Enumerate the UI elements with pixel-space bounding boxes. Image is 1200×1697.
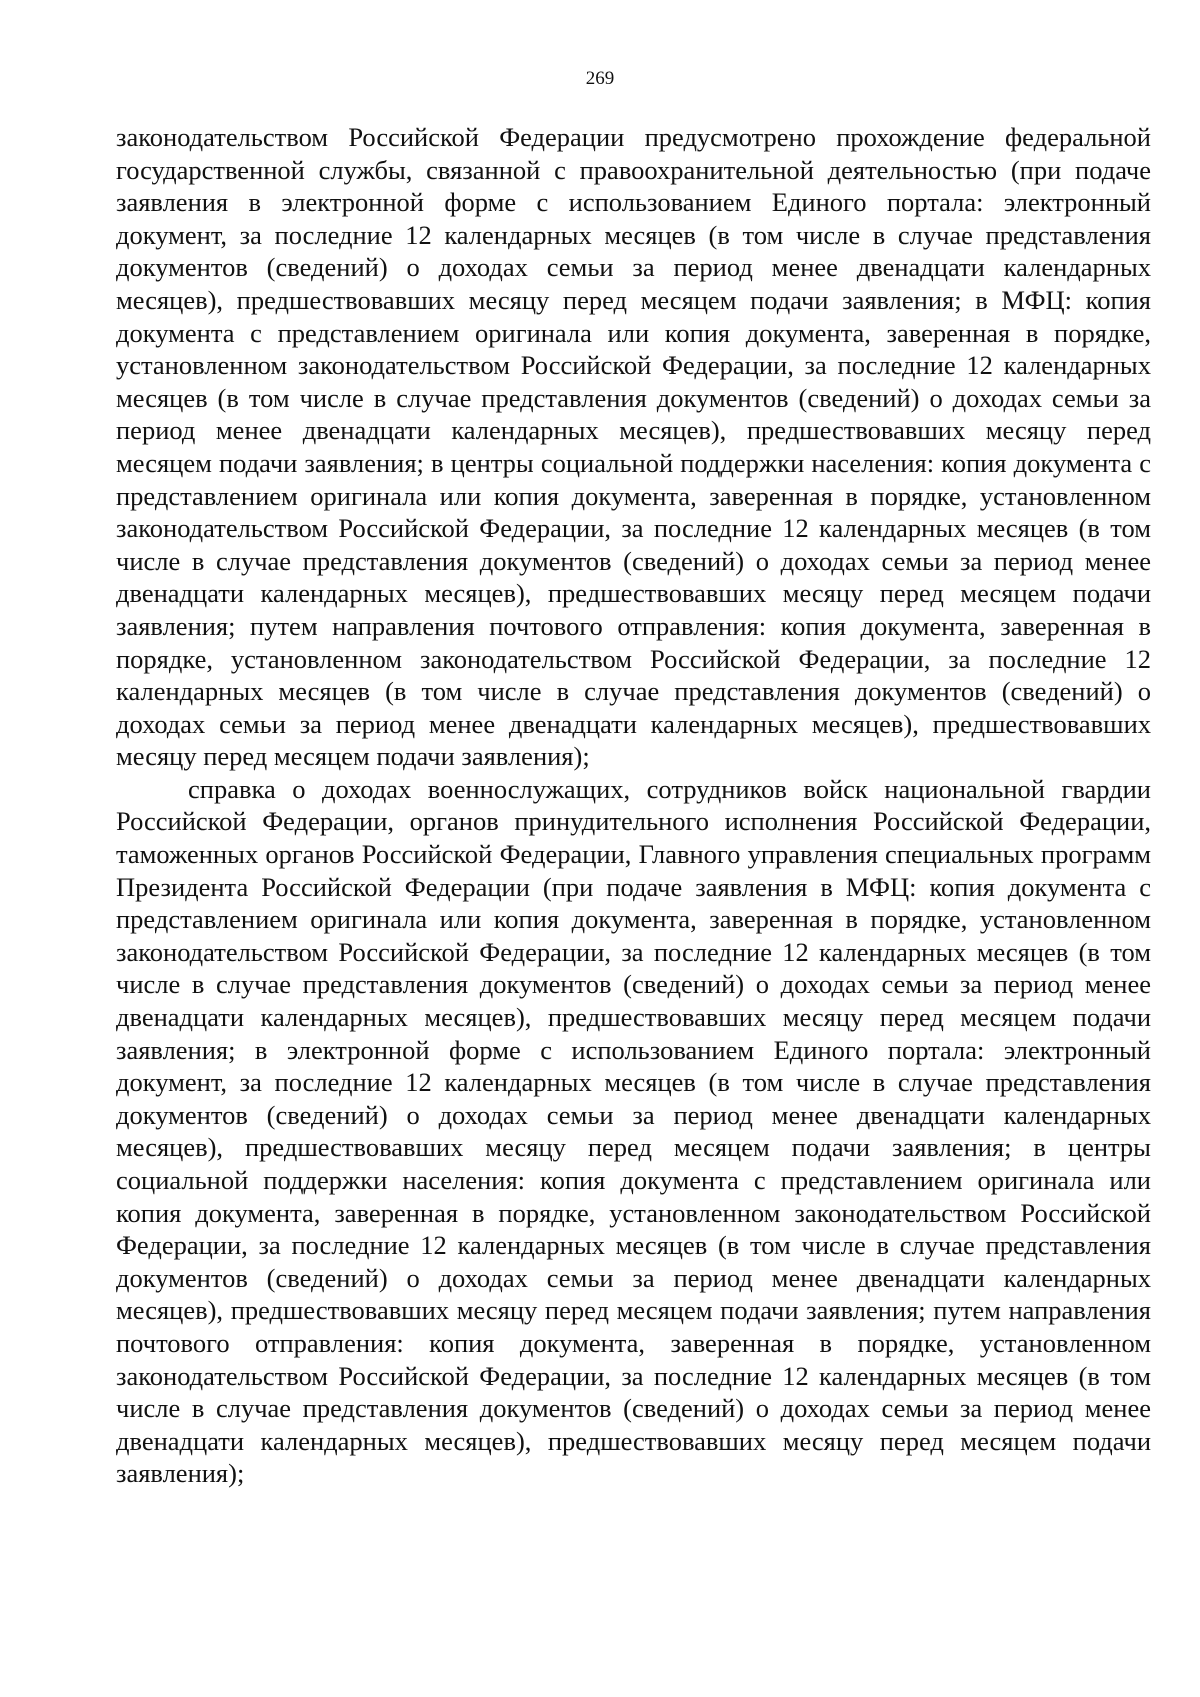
document-body <box>116 121 1151 1490</box>
page-number: 269 <box>585 68 615 89</box>
paragraph-military-income-certificate: справка о доходах военнослужащих, сотрудников войск национальной гвардии Российской Федерации, органов принудительного исполнения Российской Федерации, таможенных органов Российской Федерации, Главного управления специальных программ Президента Российской Федерации (при подаче заявления в МФЦ: копия документа с представлением оригинала или копия документа, заверенная в порядке, установленном законодательством Российской Федерации, за последние 12 календарных месяцев (в том числе в случае представления документов (сведений) о доходах семьи за период менее двенадцати календарных месяцев), предшествовавших месяцу перед месяцем подачи заявления; в электронной форме с использованием Единого портала: электронный документ, за последние 12 календарных месяцев (в том числе в случае представления документов (сведений) о доходах семьи за период менее двенадцати календарных месяцев), предшествовавших месяцу перед месяцем подачи заявления; в центры социальной поддержки населения: копия документа с представлением оригинала или копия документа, заверенная в порядке, установленном законодательством Российской Федерации, за последние 12 календарных месяцев (в том числе в случае представления документов (сведений) о доходах семьи за период менее двенадцати календарных месяцев), предшествовавших месяцу перед месяцем подачи заявления; путем направления почтового отправления: копия документа, заверенная в порядке, установленном законодательством Российской Федерации, за последние 12 календарных месяцев (в том числе в случае представления документов (сведений) о доходах семьи за период менее двенадцати календарных месяцев), предшествовавших месяцу перед месяцем подачи заявления); <box>116 773 1151 1489</box>
paragraph-continuation: законодательством Российской Федерации предусмотрено прохождение федеральной государственной службы, связанной с правоохранительной деятельностью (при подаче заявления в электронной форме с использованием Единого портала: электронный документ, за последние 12 календарных месяцев (в том числе в случае представления документов (сведений) о доходах семьи за период менее двенадцати календарных месяцев), предшествовавших месяцу перед месяцем подачи заявления; в МФЦ: копия документа с представлением оригинала или копия документа, заверенная в порядке, установленном законодательством Российской Федерации, за последние 12 календарных месяцев (в том числе в случае представления документов (сведений) о доходах семьи за период менее двенадцати календарных месяцев), предшествовавших месяцу перед месяцем подачи заявления; в центры социальной поддержки населения: копия документа с представлением оригинала или копия документа, заверенная в порядке, установленном законодательством Российской Федерации, за последние 12 календарных месяцев (в том числе в случае представления документов (сведений) о доходах семьи за период менее двенадцати календарных месяцев), предшествовавших месяцу перед месяцем подачи заявления; путем направления почтового отправления: копия документа, заверенная в порядке, установленном законодательством Российской Федерации, за последние 12 календарных месяцев (в том числе в случае представления документов (сведений) о доходах семьи за период менее двенадцати календарных месяцев), предшествовавших месяцу перед месяцем подачи заявления); <box>116 122 1151 772</box>
